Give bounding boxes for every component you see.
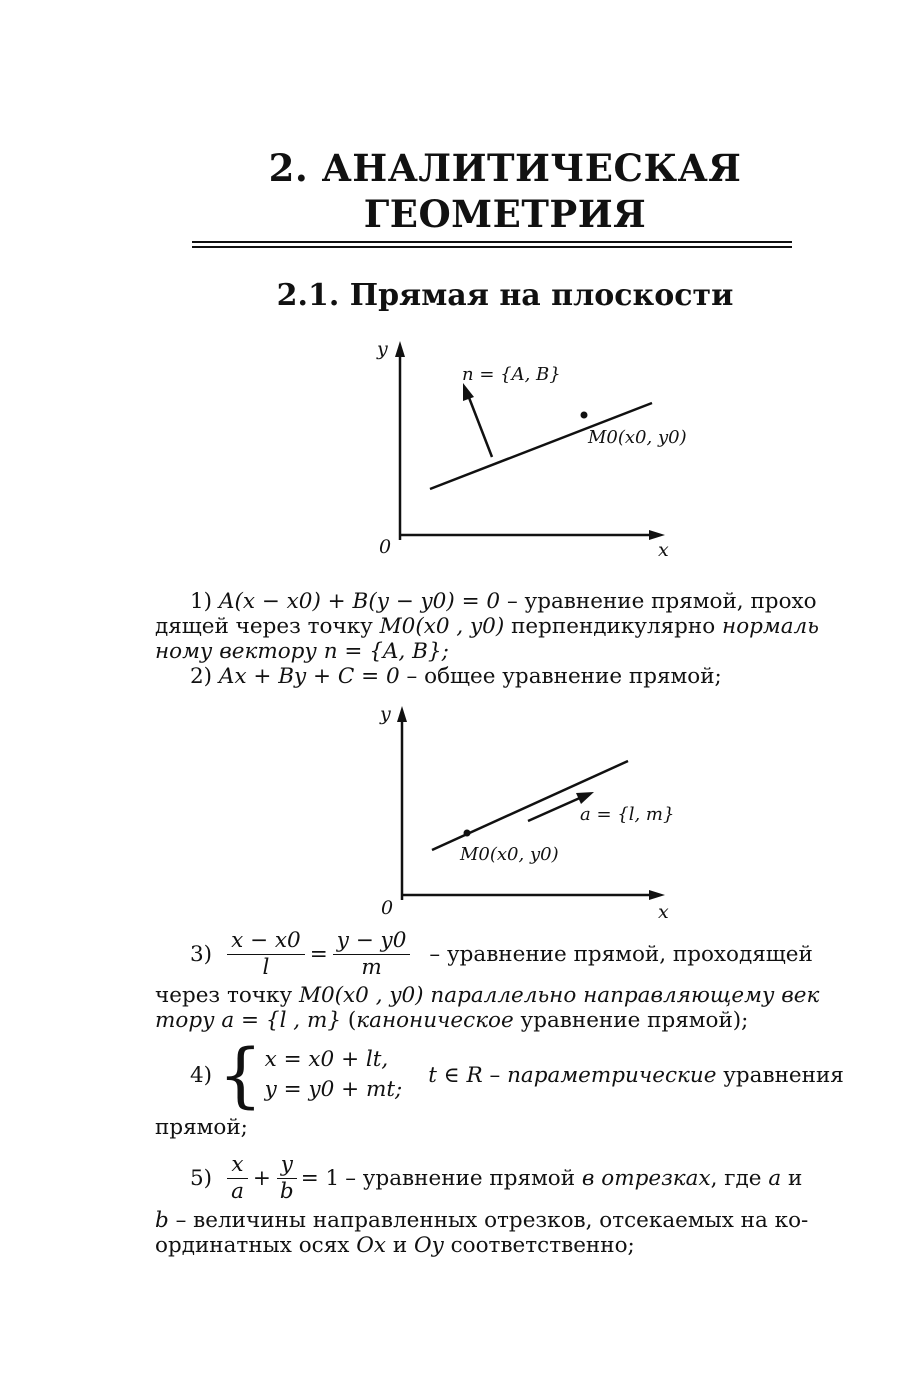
item1-equation: A(x − x0) + B(y − y0) = 0 <box>218 589 501 614</box>
item4-condition: t ∈ R <box>428 1062 483 1088</box>
item3-paren: ( <box>341 1008 357 1033</box>
figure2-point-m0 <box>464 830 471 837</box>
title-rule-bottom <box>192 246 792 248</box>
item2-equation: Ax + By + C = 0 <box>218 664 400 689</box>
item2-number: 2) <box>190 664 213 689</box>
item1-text: – уравнение прямой, прохо <box>500 589 817 614</box>
item4-parametric-term: параметрические <box>507 1062 717 1088</box>
item3-line3-text: уравнение прямой); <box>513 1008 749 1033</box>
figure1-origin-label: 0 <box>379 536 392 558</box>
figure2-direction-label: a = {l, m} <box>580 804 675 825</box>
item3-fraction-x <box>227 928 305 981</box>
item5-line3 <box>155 1233 635 1258</box>
item5-text2: , где <box>710 1166 769 1191</box>
item2-text: – общее уравнение прямой; <box>399 664 722 689</box>
item4-eq-y: y = y0 + mt; <box>264 1077 403 1102</box>
figure1-point-m0 <box>581 412 588 419</box>
item1-line3 <box>155 639 449 664</box>
figure2-y-axis <box>397 706 407 900</box>
item1-line1 <box>190 589 817 614</box>
item5-fraction-y-den: b <box>279 1179 294 1204</box>
item4-brace: { <box>218 1034 263 1116</box>
item5-line1: 5) $\frac{x}{a}$ + $\frac{y}{b}$ = 1 – уравнение прямой в отрезках, где a и <box>190 1152 803 1204</box>
item4-eq-x: x = x0 + lt, <box>264 1047 389 1072</box>
item5-line2-text: – величины направленных отрезков, отсекаемых на ко- <box>168 1208 809 1233</box>
item3-fraction-y-num: y − y0 <box>333 928 411 955</box>
chapter-title <box>0 145 900 237</box>
item5-intercept-term: в отрезках <box>581 1166 711 1191</box>
figure2-point-label: M0(x0, y0) <box>460 844 559 865</box>
item3-number: 3) <box>190 942 213 967</box>
item1-line2-text2: перпендикулярно <box>504 614 723 639</box>
item1-normal-term: нормаль <box>722 614 819 639</box>
item5-axis-oy: Oy <box>414 1233 444 1258</box>
item5-line3-tail: соответственно; <box>443 1233 635 1258</box>
item4-text: уравнения <box>716 1062 844 1088</box>
item3-text: – уравнение прямой, проходящей <box>429 942 813 967</box>
item5-fraction-y-num: y <box>277 1152 297 1179</box>
item3-fraction-x-num: x − x0 <box>227 928 305 955</box>
item4-condition-wrap <box>428 1063 844 1088</box>
figure1-x-axis <box>400 530 665 540</box>
section-title: 2.1. Прямая на плоскости <box>276 278 734 313</box>
item5-and: и <box>386 1233 414 1258</box>
item5-fraction-x-den: a <box>231 1179 244 1204</box>
item5-fraction-x <box>227 1152 248 1205</box>
figure1-y-axis <box>395 341 405 540</box>
item1-normal-term-cont: ному вектору <box>155 639 324 664</box>
item3-term-cont: тору <box>155 1008 222 1033</box>
figure1-y-label: y <box>377 338 388 360</box>
item4-line1 <box>190 1034 844 1116</box>
figure1-x-label: x <box>658 539 669 561</box>
figure2-x-axis <box>402 890 665 900</box>
item5-var-b: b <box>155 1208 169 1233</box>
item4-system <box>265 1045 403 1105</box>
item5-text3: и <box>781 1166 803 1191</box>
item3-fraction-y <box>333 928 411 981</box>
chapter-title-line1: 2. АНАЛИТИЧЕСКАЯ <box>268 146 742 190</box>
item4-dash: – <box>482 1062 508 1088</box>
item1-line2-text: дящей через точку <box>155 614 380 639</box>
item5-line3-text: ординатных осях <box>155 1233 357 1258</box>
figure2-x-label: x <box>658 901 669 923</box>
item4-number: 4) <box>190 1062 213 1088</box>
chapter-title-line2: ГЕОМЕТРИЯ <box>363 192 647 236</box>
figure1-normal-label: n = {A, B} <box>462 364 561 385</box>
item3-fraction-x-den: l <box>262 955 270 980</box>
item3-line1: 3) $\frac{x - x0}{l}$ = $\frac{y - y0}{m}$ – уравнение прямой, проходящей <box>190 928 813 980</box>
item4-line2: прямой; <box>155 1115 248 1140</box>
item5-eq-tail: = 1 <box>300 1166 340 1191</box>
item3-canonical-term: каноническое <box>356 1008 514 1033</box>
item5-fraction-y <box>276 1152 298 1205</box>
item3-line3 <box>155 1008 748 1033</box>
item5-number: 5) <box>190 1166 213 1191</box>
item5-text: – уравнение прямой <box>345 1166 582 1191</box>
figure-normal-vector <box>360 335 700 565</box>
item5-fraction-x-num: x <box>227 1152 247 1179</box>
figure1-point-label: M0(x0, y0) <box>588 427 687 448</box>
item1-number: 1) <box>190 589 213 614</box>
figure2-origin-label: 0 <box>381 897 394 919</box>
item1-line2 <box>155 614 819 639</box>
item3-parallel-term: параллельно направляющему век <box>423 983 820 1008</box>
item2-line <box>190 664 722 689</box>
title-rule-top <box>192 241 792 243</box>
figure-direction-vector <box>360 700 700 925</box>
item5-var-a: a <box>768 1166 782 1191</box>
figure2-y-label: y <box>380 703 391 725</box>
figure1-normal-vector <box>463 383 492 457</box>
item3-line2 <box>155 983 819 1008</box>
item5-text-wrap <box>345 1166 802 1191</box>
item3-point: M0(x0 , y0) <box>298 983 424 1008</box>
item3-line2-text: через точку <box>155 983 299 1008</box>
item3-fraction-y-den: m <box>361 955 382 980</box>
item3-direction-vector: a = {l , m} <box>221 1008 342 1033</box>
item1-point: M0(x0 , y0) <box>379 614 505 639</box>
item5-axis-ox: Ox <box>356 1233 386 1258</box>
item5-line2 <box>155 1208 808 1233</box>
item1-normal-vector: n = {A, B}; <box>323 639 449 664</box>
